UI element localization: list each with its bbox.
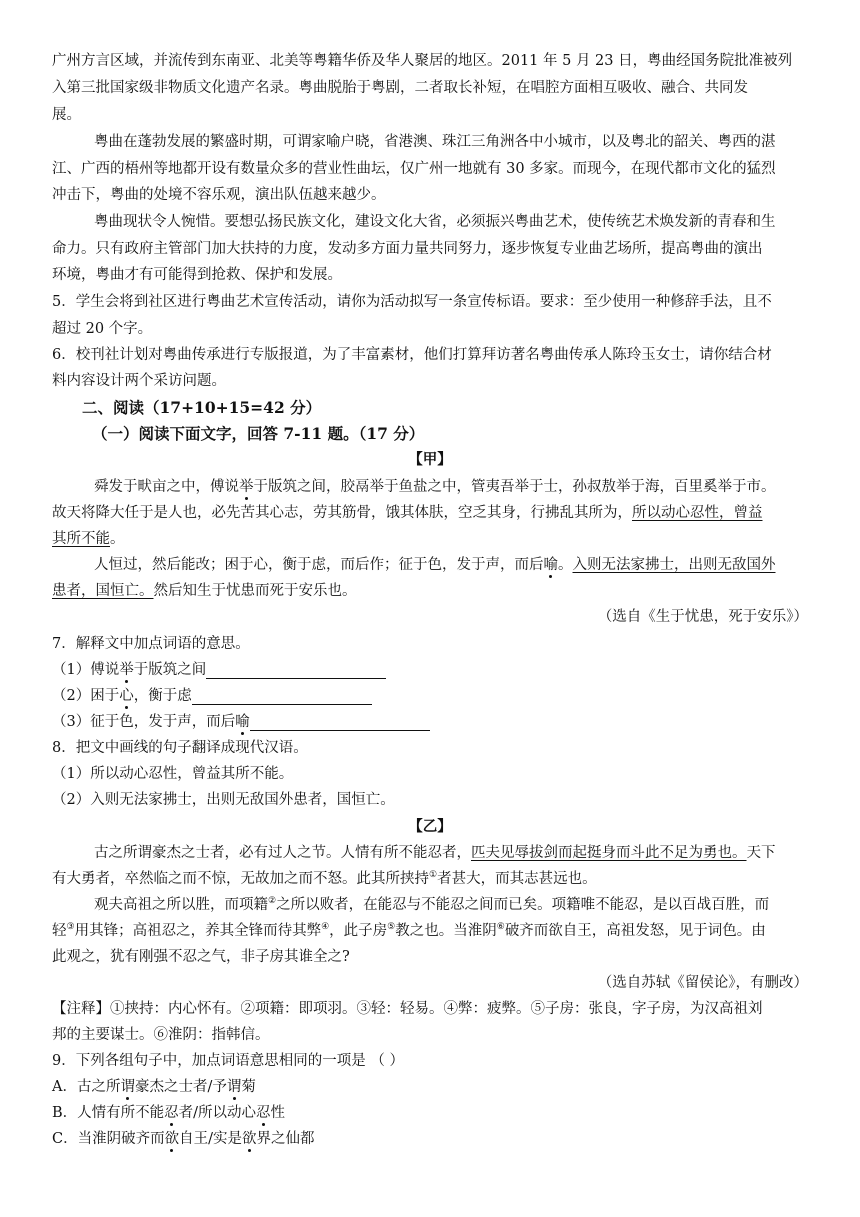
intro-p2-line3: 冲击下，粤曲的处境不容乐观，演出队伍越来越少。	[52, 187, 386, 203]
yi-p2-line2	[52, 922, 808, 940]
intro-p3-line3: 环境，粤曲才有可能得到抢救、保护和发展。	[52, 267, 342, 283]
dotted-word: 忍	[164, 1105, 179, 1121]
dotted-word: 喻	[543, 557, 558, 573]
yi-source: （选自苏轼《留侯论》，有删改）	[597, 975, 808, 991]
text-span: 。	[110, 531, 125, 547]
text-span: 观夫高祖之所以胜，而项籍	[94, 897, 268, 913]
dotted-word: 忍	[256, 1105, 271, 1121]
text-span: 舜发于畎亩之中，傅说	[94, 479, 239, 495]
text-span: （1）傅说	[52, 662, 120, 678]
underlined-sentence: 入则无法家拂士，出则无敌国外	[572, 557, 776, 573]
passage-jia-label: 【甲】	[408, 451, 452, 468]
footnote-marker: ①	[429, 870, 438, 881]
option-a[interactable]	[52, 1078, 808, 1096]
dotted-word: 欲	[164, 1131, 180, 1147]
question-8-title: 8．把文中画线的句子翻译成现代汉语。	[52, 740, 308, 756]
text-span: B．人情有所不能	[52, 1105, 165, 1121]
yi-p1-line2	[52, 870, 808, 888]
section-2-heading: 二、阅读（17+10+15=42 分）	[82, 398, 322, 417]
text-span: 者/所以动心	[178, 1105, 257, 1121]
text-span: 者甚大，而其志甚远也。	[437, 871, 597, 887]
text-span: 然后知生于忧患而死于安乐也。	[153, 583, 357, 599]
dotted-word: 欲	[242, 1131, 257, 1147]
dotted-word: 举	[239, 479, 254, 495]
answer-blank[interactable]	[206, 663, 386, 679]
intro-p3-line2: 命力。只有政府主管部门加大扶持的力度，发动多方面力量共同努力，逐步恢复专业曲艺场所，提高粤曲的演出	[52, 241, 763, 257]
jia-p1-line1	[94, 478, 808, 496]
jia-p2-line2	[52, 582, 808, 600]
text-span: 古之所谓豪杰之士者，必有过人之节。人情有所不能忍者，	[94, 845, 471, 861]
annotation-line1: 【注释】①挟持：内心怀有。②项籍：即项羽。③轻：轻易。④弊：疲弊。⑤子房：张良，字子房，为汉高祖刘	[52, 1001, 763, 1017]
part-1-heading: （一）阅读下面文字，回答 7-11 题。（17 分）	[92, 424, 425, 443]
jia-source: （选自《生于忧患，死于安乐》）	[597, 609, 808, 625]
text-span: ，此子房	[329, 923, 388, 939]
dotted-word: 喻	[235, 714, 250, 730]
text-span: 故天将降大任于是人也，必先苦其心志，劳其筋骨，饿其体肤，空乏其身，行拂乱其所为，	[52, 505, 632, 521]
footnote-marker: ⑥	[496, 922, 505, 933]
text-span: 于版筑之间，胶鬲举于鱼盐之中，管夷吾举于士，孙叔敖举于海，百里奚举于市。	[253, 479, 776, 495]
question-7-title: 7．解释文中加点词语的意思。	[52, 636, 250, 652]
answer-blank[interactable]	[250, 715, 430, 731]
intro-p1-line2: 入第三批国家级非物质文化遗产名录。粤曲脱胎于粤剧，二者取长补短，在唱腔方面相互吸收、融合、共同发	[52, 80, 748, 96]
underlined-sentence: 患者，国恒亡。	[52, 583, 154, 599]
text-span: 轻	[52, 923, 67, 939]
question-8-item-2: （2）入则无法家拂士，出则无敌国外患者，国恒亡。	[52, 792, 395, 808]
jia-p1-line3	[52, 530, 808, 548]
option-c[interactable]	[52, 1130, 808, 1148]
text-span: 于版筑之间	[133, 662, 207, 678]
question-6-line2: 料内容设计两个采访问题。	[52, 373, 226, 389]
intro-p3-line1: 粤曲现状令人惋惜。要想弘扬民族文化，建设文化大省，必须振兴粤曲艺术，使传统艺术焕发新的青春和生	[94, 214, 776, 230]
text-span: C．当淮阴破齐而	[52, 1131, 165, 1147]
text-span: 。	[558, 557, 573, 573]
question-7-item-2	[52, 687, 808, 705]
question-6-line1: 6．校刊社计划对粤曲传承进行专版报道，为了丰富素材，他们打算拜访著名粤曲传承人陈玲玉女士，请你结合材	[52, 347, 772, 363]
dotted-word: 举	[119, 662, 134, 678]
dotted-word: 心	[119, 688, 134, 704]
question-7-item-1	[52, 661, 808, 679]
jia-p1-line2	[52, 504, 808, 522]
text-span: ，衡于虑	[133, 688, 192, 704]
question-9-title: 9．下列各组句子中，加点词语意思相同的一项是 （ ）	[52, 1053, 404, 1069]
underlined-sentence: 其所不能	[52, 531, 110, 547]
underlined-sentence: 匹夫见辱拔剑而起挺身而斗此不足为勇也。	[471, 845, 747, 861]
dotted-word: 谓	[120, 1079, 135, 1095]
question-8-item-1: （1）所以动心忍性，曾益其所不能。	[52, 766, 294, 782]
text-span: A．古之所	[52, 1079, 121, 1095]
yi-p2-line1	[94, 896, 808, 914]
footnote-marker: ⑤	[387, 922, 396, 933]
footnote-marker: ③	[66, 922, 75, 933]
answer-blank[interactable]	[192, 689, 372, 705]
text-span: 天下	[746, 845, 776, 861]
text-span: 教之也。当淮阴	[395, 923, 497, 939]
intro-p2-line2: 江、广西的梧州等地都开设有数量众多的营业性曲坛，仅广州一地就有 30 多家。而现今，在现代都市文化的猛烈	[52, 161, 776, 177]
option-b[interactable]	[52, 1104, 808, 1122]
jia-p2-line1	[94, 556, 808, 574]
text-span: 界之仙都	[256, 1131, 315, 1147]
passage-yi-label: 【乙】	[408, 818, 452, 835]
text-span: 用其锋；高祖忍之，养其全锋而待其弊	[74, 923, 322, 939]
intro-p1-line1: 广州方言区域，并流传到东南亚、北美等粤籍华侨及华人聚居的地区。2011 年 5 月 23 日，粤曲经国务院批准被列	[52, 53, 793, 69]
text-span: 豪杰之士者/予	[134, 1079, 227, 1095]
footnote-marker: ②	[268, 896, 277, 907]
footnote-marker: ④	[321, 922, 330, 933]
intro-p1-line3: 展。	[52, 107, 81, 123]
annotation-line2: 邦的主要谋士。⑥淮阴：指韩信。	[52, 1027, 270, 1043]
text-span: 有大勇者，卒然临之而不惊，无故加之而不怒。此其所挟持	[52, 871, 429, 887]
text-span: （2）困于	[52, 688, 120, 704]
underlined-sentence: 所以动心忍性，曾益	[632, 505, 763, 521]
question-5-line1: 5．学生会将到社区进行粤曲艺术宣传活动，请你为活动拟写一条宣传标语。要求：至少使用一种修辞手法，且不	[52, 294, 772, 310]
text-span: 菊	[241, 1079, 256, 1095]
dotted-word: 谓	[226, 1079, 242, 1095]
yi-p1-line1	[94, 844, 808, 862]
text-span: （3）征于色，发于声，而后	[52, 714, 236, 730]
text-span: 自王/实是	[179, 1131, 242, 1147]
text-span: 性	[270, 1105, 286, 1121]
question-5-line2: 超过 20 个字。	[52, 321, 153, 337]
text-span: 之所以败者，在能忍与不能忍之间而已矣。项籍唯不能忍，是以百战百胜，而	[276, 897, 770, 913]
yi-p2-line3: 此观之，犹有刚强不忍之气，非子房其谁全之?	[52, 949, 350, 965]
question-7-item-3	[52, 713, 808, 731]
text-span: 破齐而欲自王，高祖发怒，见于词色。由	[504, 923, 766, 939]
intro-p2-line1: 粤曲在蓬勃发展的繁盛时期，可谓家喻户晓，省港澳、珠江三角洲各中小城市，以及粤北的韶关、粤西的湛	[94, 134, 776, 150]
text-span: 人恒过，然后能改；困于心，衡于虑，而后作；征于色，发于声，而后	[94, 557, 544, 573]
